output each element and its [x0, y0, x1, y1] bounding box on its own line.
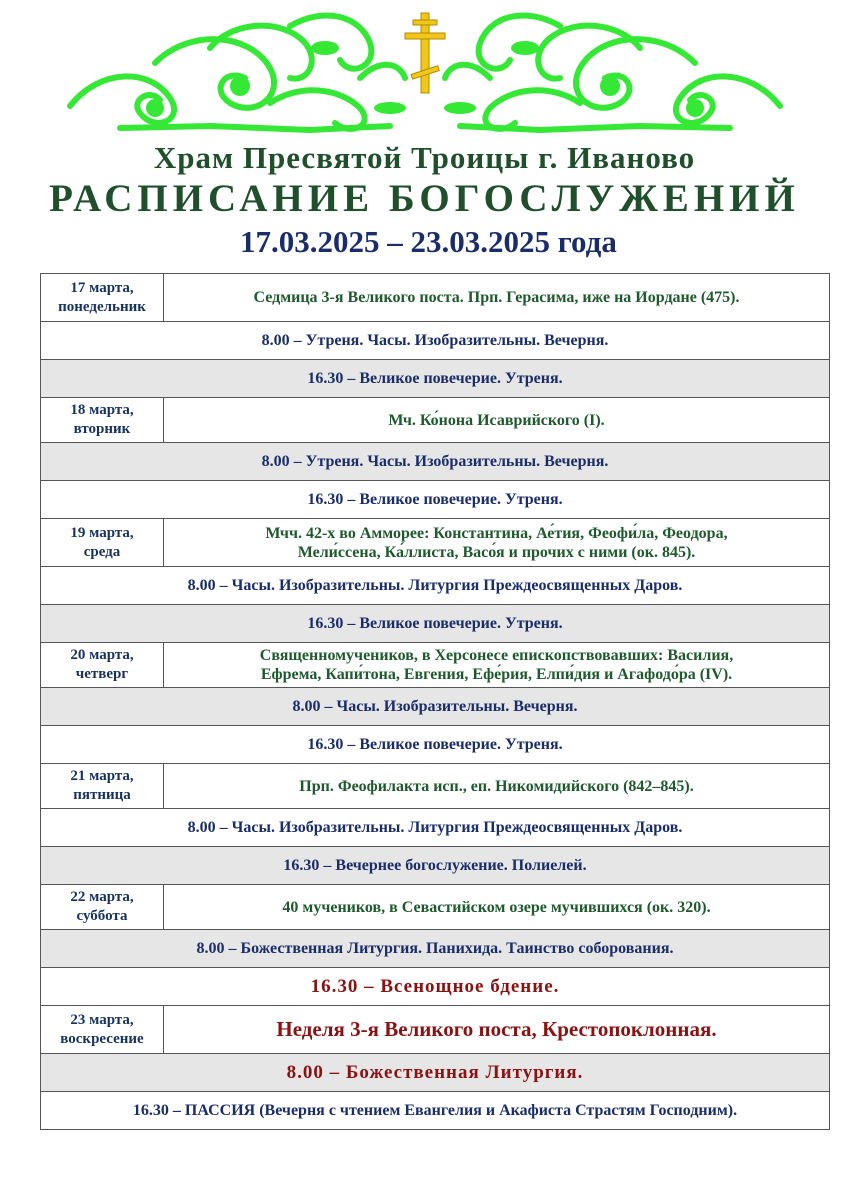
feast-line: Прп. Феофилакта исп., еп. Никомидийского (842–845).	[299, 777, 694, 795]
day-date: 20 марта,	[70, 647, 134, 663]
day-feast-festal	[164, 1006, 830, 1054]
service-row	[41, 322, 830, 360]
day-row	[41, 519, 830, 567]
service-text: 8.00 – Божественная Литургия.	[41, 1054, 830, 1092]
service-text: 16.30 – Всенощное бдение.	[41, 968, 830, 1006]
day-row	[41, 274, 830, 322]
day-weekday: среда	[83, 543, 121, 560]
day-date: 17 марта,	[70, 279, 134, 296]
service-text: 16.30 – Великое повечерие. Утреня.	[41, 726, 830, 764]
floral-ornament-with-cross	[60, 8, 790, 140]
service-text: 8.00 – Часы. Изобразительны. Литургия Преждеосвященных Даров.	[41, 809, 830, 847]
day-date-cell	[41, 274, 164, 322]
service-text: 16.30 – Великое повечерие. Утреня.	[41, 605, 830, 643]
day-row	[41, 764, 830, 809]
day-date-cell	[41, 398, 164, 443]
day-feast	[164, 764, 830, 809]
feast-line: Неделя 3-я Великого поста, Крестопоклонная.	[276, 1017, 717, 1041]
day-date-cell	[41, 885, 164, 930]
day-weekday: вторник	[73, 421, 131, 437]
day-feast	[164, 643, 830, 688]
service-text: 16.30 – ПАССИЯ (Вечерня с чтением Евангелия и Акафиста Страстям Господним).	[41, 1092, 830, 1130]
feast-line: Ефрема, Капи́тона, Евгения, Ефе́рия, Елпи́дия и Агафодо́ра (IV).	[260, 666, 733, 683]
day-date-cell	[41, 764, 164, 809]
page-title: РАСПИСАНИЕ БОГОСЛУЖЕНИЙ	[49, 177, 800, 220]
day-weekday: суббота	[76, 908, 128, 924]
day-date-cell	[41, 1006, 164, 1054]
service-text: 16.30 – Вечернее богослужение. Полиелей.	[41, 847, 830, 885]
feast-line: Седмица 3-я Великого поста. Прп. Герасима, иже на Иордане (475).	[253, 289, 740, 306]
day-feast	[164, 885, 830, 930]
day-date: 22 марта,	[70, 889, 134, 905]
service-row	[41, 605, 830, 643]
service-row	[41, 930, 830, 968]
day-row	[41, 1006, 830, 1054]
service-text: 8.00 – Утреня. Часы. Изобразительны. Вечерня.	[41, 322, 830, 360]
day-date: 18 марта,	[70, 402, 134, 418]
day-date-cell	[41, 519, 164, 567]
schedule-table	[40, 273, 830, 1130]
day-date: 23 марта,	[70, 1011, 134, 1028]
day-row	[41, 885, 830, 930]
church-name: Храм Пресвятой Троицы г. Иваново	[153, 140, 696, 175]
feast-line: Мчч. 42-х во Амморее: Константина, Ае́тия, Феофи́ла, Феодора,	[265, 524, 728, 542]
day-feast	[164, 519, 830, 567]
day-row	[41, 643, 830, 688]
day-date: 19 марта,	[70, 524, 134, 541]
feast-line: Мч. Ко́нона Исаврийского (I).	[388, 411, 605, 429]
feast-line: Священномучеников, в Херсонесе епископствовавших: Василия,	[259, 647, 734, 664]
service-text: 8.00 – Утреня. Часы. Изобразительны. Вечерня.	[41, 443, 830, 481]
service-row-festal	[41, 968, 830, 1006]
service-text: 8.00 – Божественная Литургия. Панихида. Таинство соборования.	[41, 930, 830, 968]
service-row	[41, 360, 830, 398]
day-row	[41, 398, 830, 443]
service-text: 8.00 – Часы. Изобразительны. Вечерня.	[41, 688, 830, 726]
schedule-period: 17.03.2025 – 23.03.2025 года	[240, 224, 617, 259]
day-feast	[164, 274, 830, 322]
service-row-festal	[41, 1054, 830, 1092]
feast-line: 40 мучеников, в Севастийском озере мучившихся (ок. 320).	[282, 898, 711, 916]
day-weekday: воскресение	[60, 1030, 144, 1047]
service-row	[41, 567, 830, 605]
service-row	[41, 688, 830, 726]
feast-line: Мели́ссена, Ка́ллиста, Васо́я и прочих с ними (ок. 845).	[297, 543, 696, 561]
day-weekday: пятница	[73, 787, 131, 803]
day-date: 21 марта,	[70, 768, 134, 784]
service-text: 16.30 – Великое повечерие. Утреня.	[41, 481, 830, 519]
service-row	[41, 1092, 830, 1130]
service-row	[41, 847, 830, 885]
day-date-cell	[41, 643, 164, 688]
service-row	[41, 443, 830, 481]
service-row	[41, 726, 830, 764]
service-row	[41, 809, 830, 847]
day-feast	[164, 398, 830, 443]
service-text: 16.30 – Великое повечерие. Утреня.	[41, 360, 830, 398]
day-weekday: понедельник	[58, 298, 146, 315]
day-weekday: четверг	[75, 666, 129, 682]
service-text: 8.00 – Часы. Изобразительны. Литургия Преждеосвященных Даров.	[41, 567, 830, 605]
service-row	[41, 481, 830, 519]
